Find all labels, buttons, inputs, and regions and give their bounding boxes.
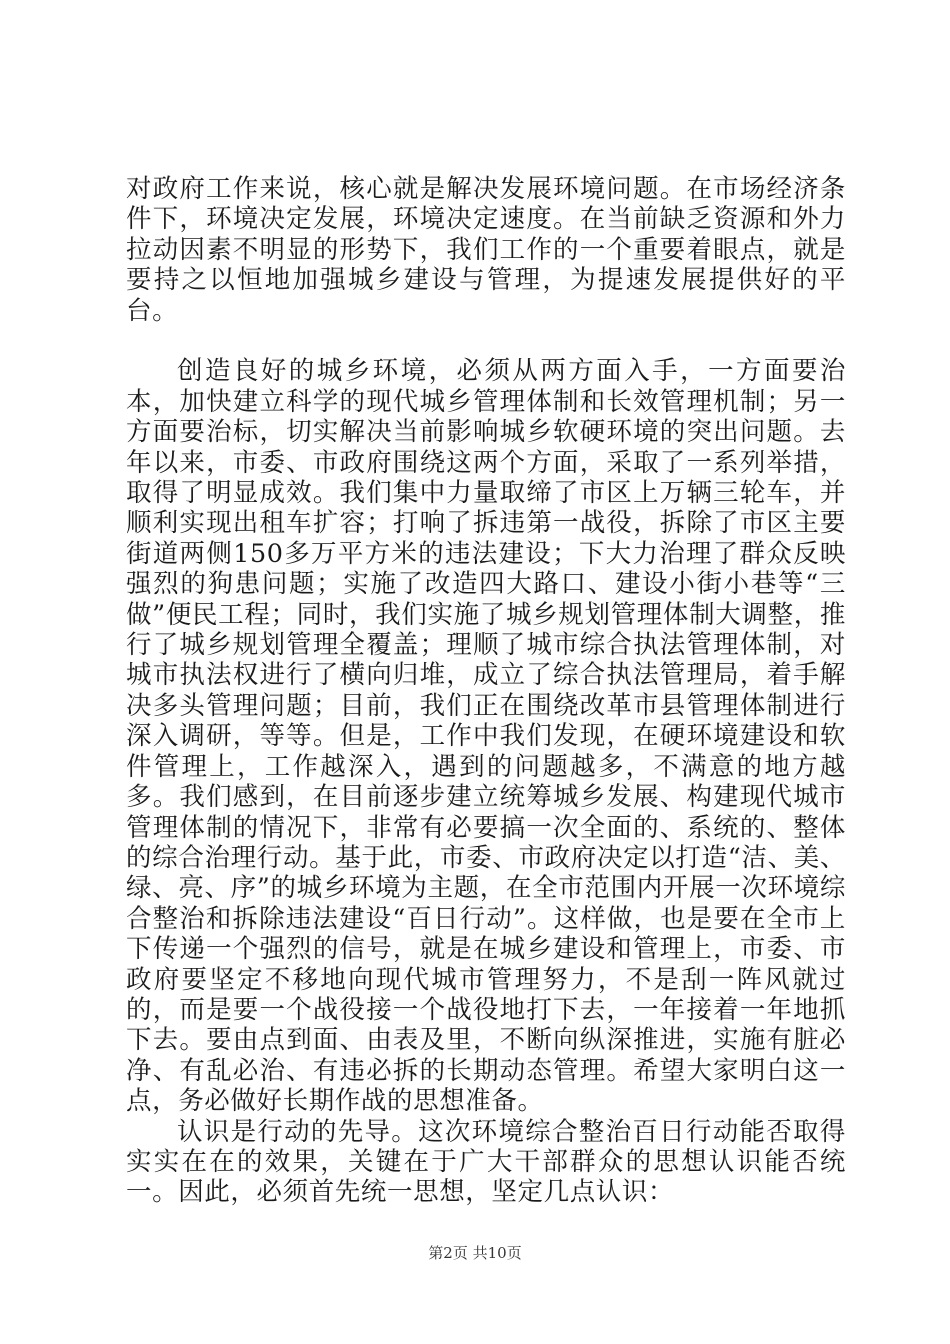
- page-footer: [0, 1243, 950, 1263]
- page-number: 第2页 共10页: [428, 1244, 522, 1262]
- paragraph-urban-rural-environment: 创造良好的城乡环境，必须从两方面入手，一方面要治本，加快建立科学的现代城乡管理体制和长效管理机制；另一方面要治标，切实解决当前影响城乡软硬环境的突出问题。去年以来，市委、市政府围绕这两个方面，采取了一系列举措，取得了明显成效。我们集中力量取缔了市区上万辆三轮车，并顺利实现出租车扩容；打响了拆违第一战役，拆除了市区主要街道两侧150多万平方米的违法建设；下大力治理了群众反映强烈的狗患问题；实施了改造四大路口、建设小街小巷等“三做”便民工程；同时，我们实施了城乡规划管理体制大调整，推行了城乡规划管理全覆盖；理顺了城市综合执法管理体制，对城市执法权进行了横向归堆，成立了综合执法管理局，着手解决多头管理问题；目前，我们正在围绕改革市县管理体制进行深入调研，等等。但是，工作中我们发现，在硬环境建设和软件管理上，工作越深入，遇到的问题越多，不满意的地方越多。我们感到，在目前逐步建立统筹城乡发展、构建现代城市管理体制的情况下，非常有必要搞一次全面的、系统的、整体的综合治理行动。基于此，市委、市政府决定以打造“洁、美、绿、亮、序”的城乡环境为主题，在全市范围内开展一次环境综合整治和拆除违法建设“百日行动”。这样做，也是要在全市上下传递一个强烈的信号，就是在城乡建设和管理上，市委、市政府要坚定不移地向现代城市管理努力，不是刮一阵风就过的，而是要一个战役接一个战役地打下去，一年接着一年地抓下去。要由点到面、由表及里，不断向纵深推进，实施有脏必净、有乱必治、有违必拆的长期动态管理。希望大家明白这一点，务必做好长期作战的思想准备。: [126, 356, 846, 1117]
- paragraph-gap: [126, 326, 846, 356]
- paragraph-environment-core: 对政府工作来说，核心就是解决发展环境问题。在市场经济条件下，环境决定发展，环境决定速度。在当前缺乏资源和外力拉动因素不明显的形势下，我们工作的一个重要着眼点，就是要持之以恒地加强城乡建设与管理，为提速发展提供好的平台。: [126, 174, 846, 326]
- document-body: [126, 174, 846, 1208]
- paragraph-awareness: 认识是行动的先导。这次环境综合整治百日行动能否取得实实在在的效果，关键在于广大干部群众的思想认识能否统一。因此，必须首先统一思想，坚定几点认识：: [126, 1116, 846, 1208]
